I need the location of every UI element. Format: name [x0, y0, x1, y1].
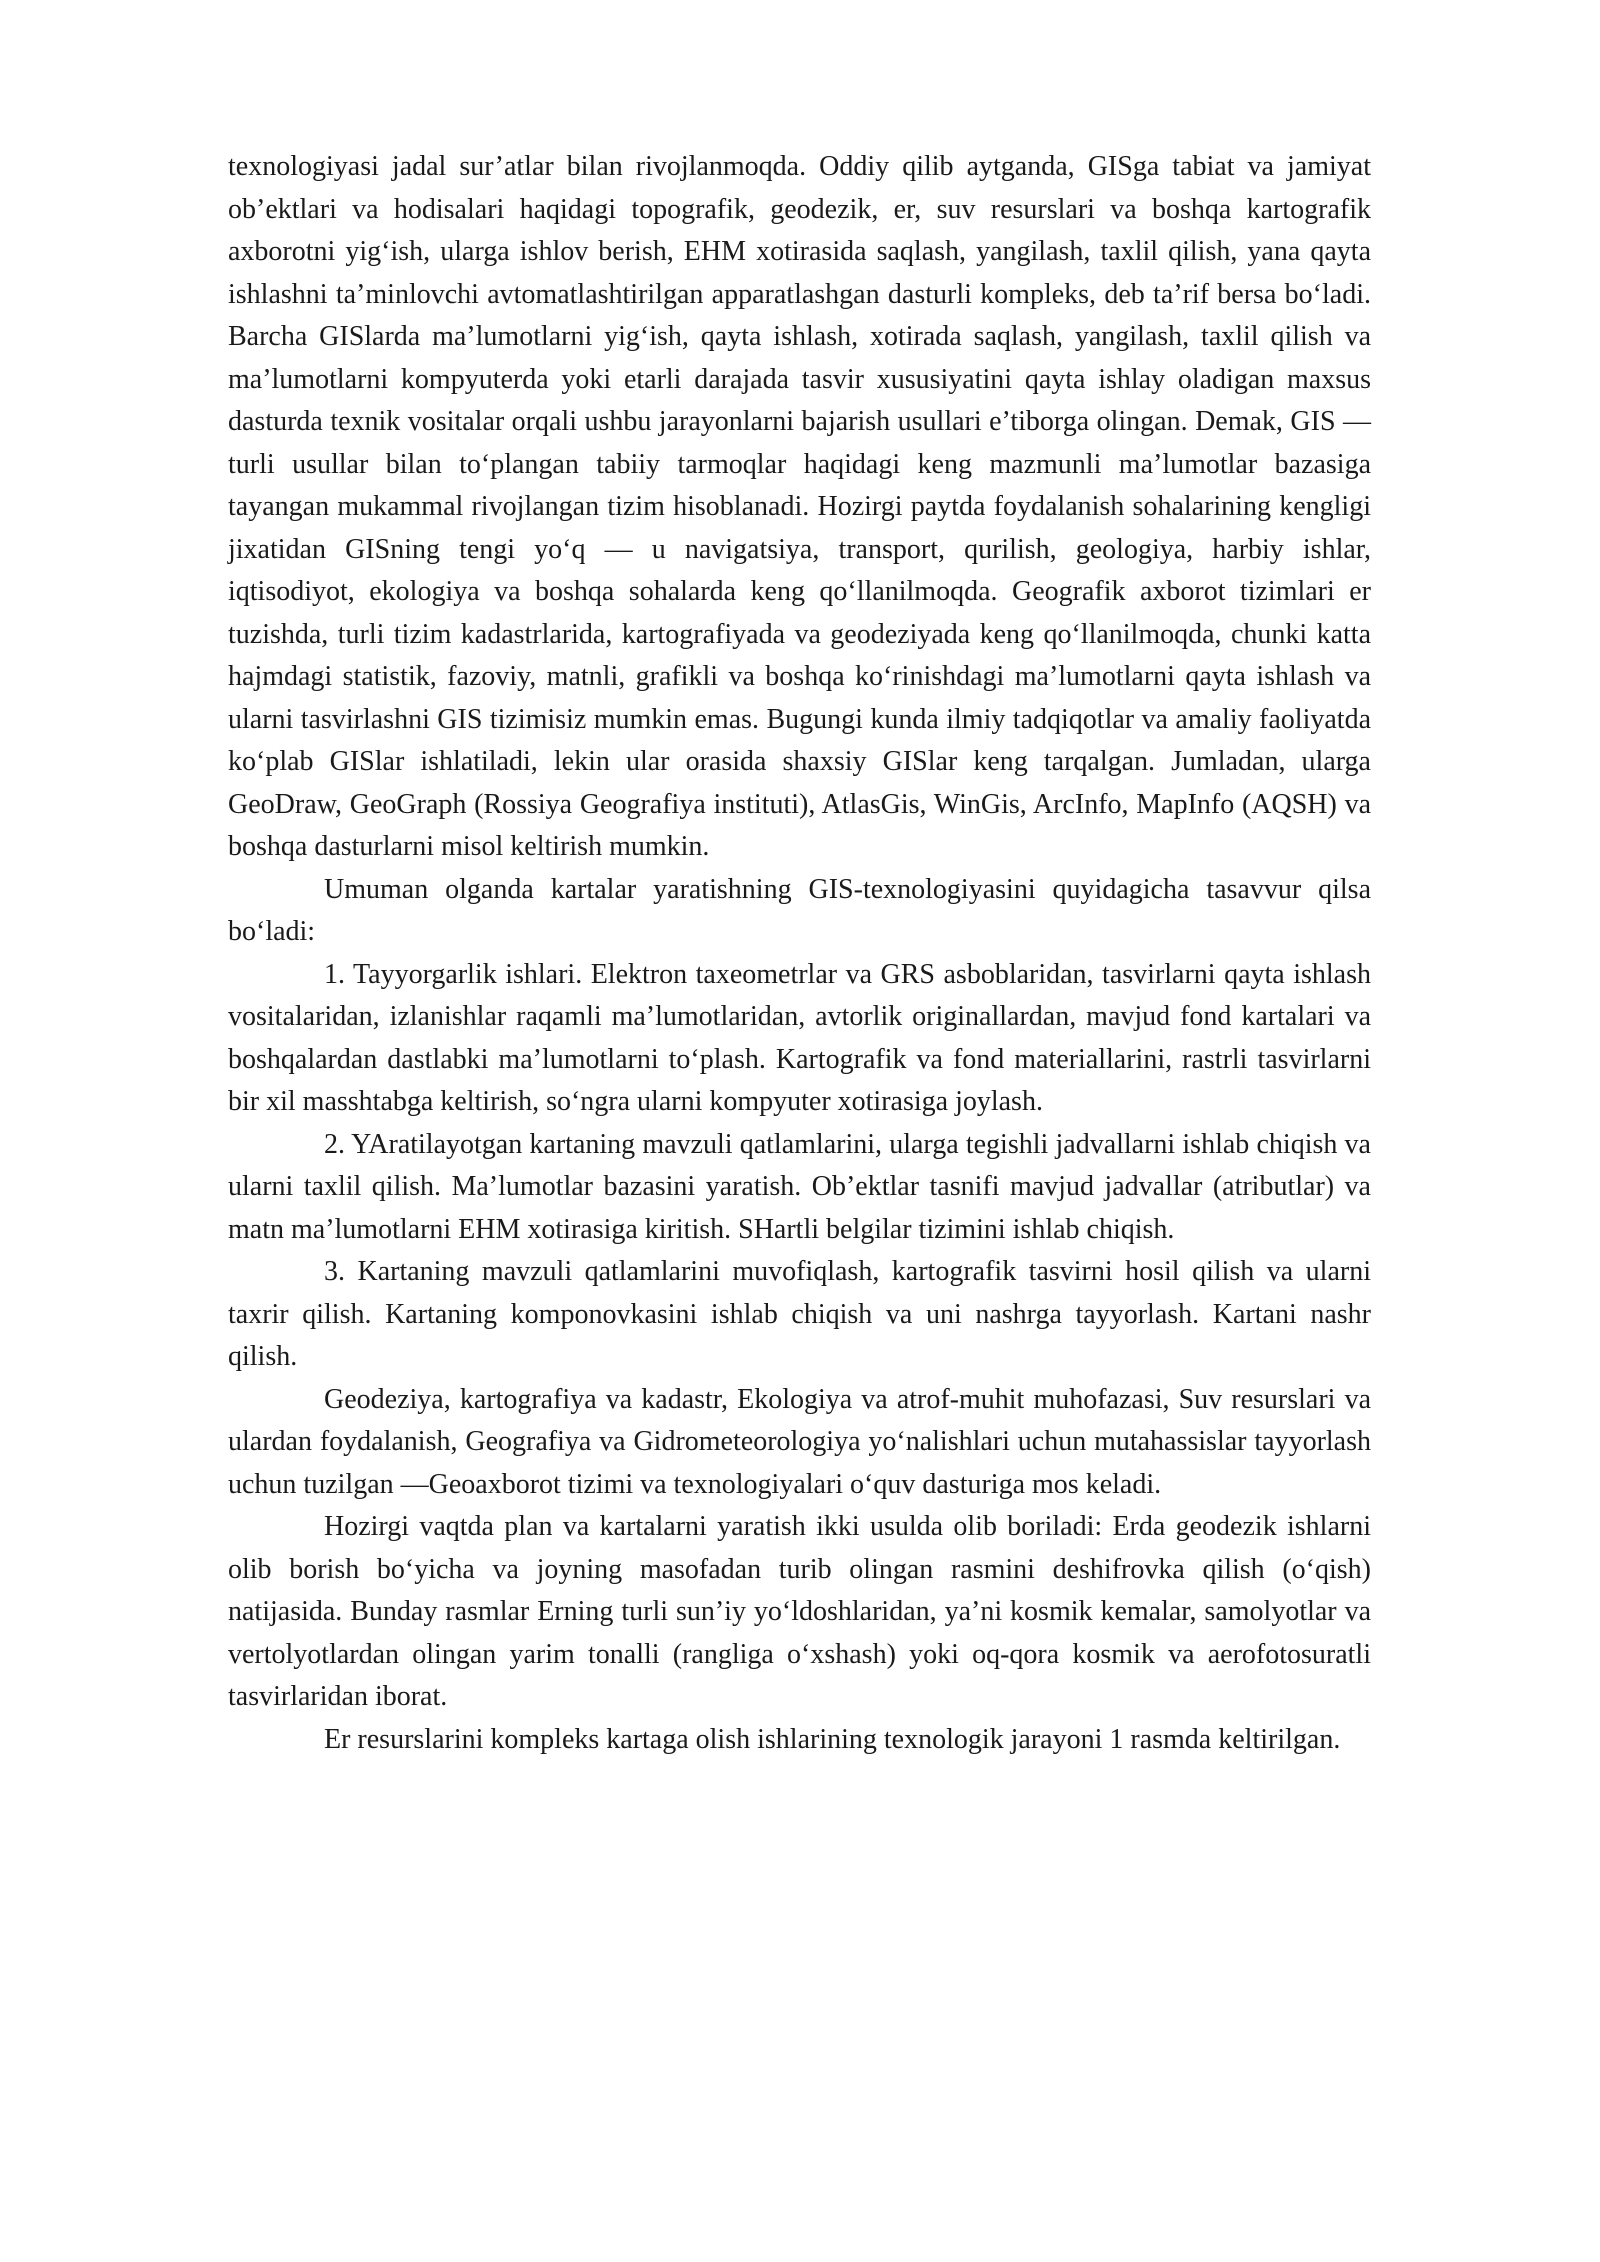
paragraph-mapping-methods: Hozirgi vaqtda plan va kartalarni yaratish ikki usulda olib boriladi: Erda geodezik ishlarni olib borish bo‘yicha va joyning masofadan turib olingan rasmini deshifrovka qilish (o‘qish) natijasida. Bunday rasmlar Erning turli sun’iy yo‘ldoshlaridan, ya’ni kosmik kemalar, samolyotlar va vertolyotlardan olingan yarim tonalli (rangliga o‘xshash) yoki oq-qora kosmik va aerofotosuratli tasvirlaridan iborat.	[228, 1511, 1371, 1712]
paragraph-step-1-preparation: 1. Tayyorgarlik ishlari. Elektron taxeometrlar va GRS asboblaridan, tasvirlarni qayta ishlash vositalaridan, izlanishlar raqamli ma’lumotlaridan, avtorlik originallardan, mavjud fond kartalari va boshqalardan dastlabki ma’lumotlarni to‘plash. Kartografik va fond materiallarini, rastrli tasvirlarni bir xil masshtabga keltirish, so‘ngra ularni kompyuter xotirasiga joylash.	[228, 958, 1371, 1117]
paragraph-curriculum: Geodeziya, kartografiya va kadastr, Ekologiya va atrof-muhit muhofazasi, Suv resurslari va ulardan foydalanish, Geografiya va Gidrometeorologiya yo‘nalishlari uchun mutahassislar tayyorlash uchun tuzilgan ―Geoaxborot tizimi va texnologiyalari o‘quv dasturiga mos keladi.	[228, 1383, 1371, 1500]
paragraph-gis-technology-intro: Umuman olganda kartalar yaratishning GIS-texnologiyasini quyidagicha tasavvur qilsa bo‘ladi:	[228, 873, 1371, 947]
paragraph-step-3-editing-publishing: 3. Kartaning mavzuli qatlamlarini muvofiqlash, kartografik tasvirni hosil qilish va ularni taxrir qilish. Kartaning komponovkasini ishlab chiqish va uni nashrga tayyorlash. Kartani nashr qilish.	[228, 1256, 1371, 1372]
paragraph-gis-definition: texnologiyasi jadal sur’atlar bilan rivojlanmoqda. Oddiy qilib aytganda, GISga tabiat va jamiyat ob’ektlari va hodisalari haqidagi topografik, geodezik, er, suv resurslari va boshqa kartografik axborotni yig‘ish, ularga ishlov berish, EHM xotirasida saqlash, yangilash, taxlil qilish, yana qayta ishlashni ta’minlovchi avtomatlashtirilgan apparatlashgan dasturli kompleks, deb ta’rif bersa bo‘ladi. Barcha GISlarda ma’lumotlarni yig‘ish, qayta ishlash, xotirada saqlash, yangilash, taxlil qilish va ma’lumotlarni kompyuterda yoki etarli darajada tasvir xususiyatini qayta ishlay oladigan maxsus dasturda texnik vositalar orqali ushbu jarayonlarni bajarish usullari e’tiborga olingan. Demak, GIS — turli usullar bilan to‘plangan tabiiy tarmoqlar haqidagi keng mazmunli ma’lumotlar bazasiga tayangan mukammal rivojlangan tizim hisoblanadi. Hozirgi paytda foydalanish sohalarining kengligi jixatidan GISning tengi yo‘q — u navigatsiya, transport, qurilish, geologiya, harbiy ishlar, iqtisodiyot, ekologiya va boshqa sohalarda keng qo‘llanilmoqda. Geografik axborot tizimlari er tuzishda, turli tizim kadastrlarida, kartografiyada va geodeziyada keng qo‘llanilmoqda, chunki katta hajmdagi statistik, fazoviy, matnli, grafikli va boshqa ko‘rinishdagi ma’lumotlarni qayta ishlash va ularni tasvirlashni GIS tizimisiz mumkin emas. Bugungi kunda ilmiy tadqiqotlar va amaliy faoliyatda ko‘plab GISlar ishlatiladi, lekin ular orasida shaxsiy GISlar keng tarqalgan. Jumladan, ularga GeoDraw, GeoGraph (Rossiya Geografiya instituti), AtlasGis, WinGis, ArcInfo, MapInfo (AQSH) va boshqa dasturlarni misol keltirish mumkin.	[228, 151, 1371, 862]
paragraph-step-2-thematic-layers: 2. YAratilayotgan kartaning mavzuli qatlamlarini, ularga tegishli jadvallarni ishlab chiqish va ularni taxlil qilish. Ma’lumotlar bazasini yaratish. Ob’ektlar tasnifi mavjud jadvallar (atributlar) va matn ma’lumotlarni EHM xotirasiga kiritish. SHartli belgilar tizimini ishlab chiqish.	[228, 1128, 1371, 1245]
paragraph-figure-reference: Er resurslarini kompleks kartaga olish ishlarining texnologik jarayoni 1 rasmda keltirilgan.	[324, 1723, 1341, 1755]
body-text	[228, 146, 1371, 1761]
